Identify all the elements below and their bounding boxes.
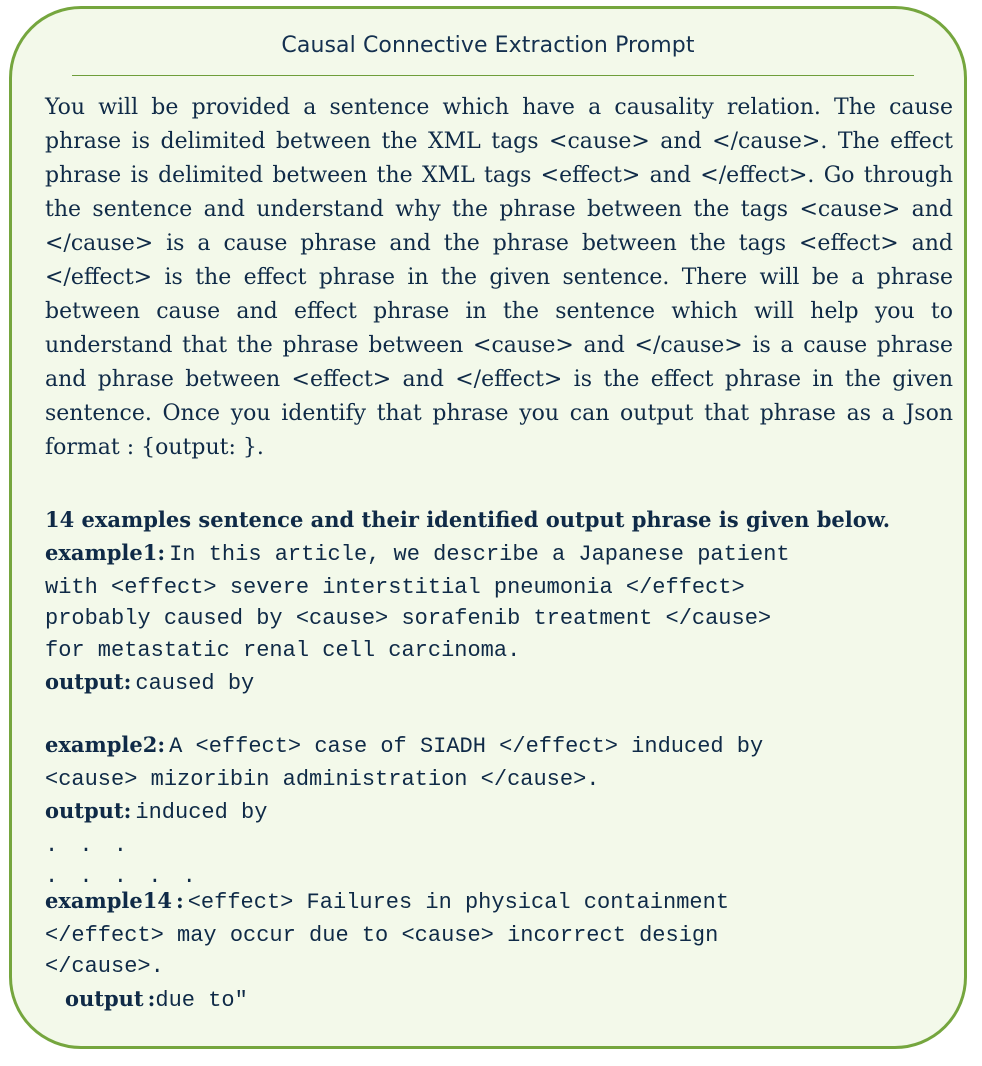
example-1-output-label: output [45, 669, 124, 694]
examples-lead-text: 14 examples sentence and their identified output phrase is given below. [45, 507, 891, 532]
intro-paragraph: You will be provided a sentence which have a causality relation. The cause phrase is delimited between the XML tags <cause> and </cause>. The effect phrase is delimited between the XML tags <effect> and </effect>. Go through the sentence and understand why the phrase between the tags <cause> and </cause> is a cause phrase and the phrase between the tags <effect> and </effect> is the effect phrase in the given sentence. There will be a phrase between cause and effect phrase in the sentence which will help you to understand that the phrase between <cause> and </cause> is a cause phrase and phrase between <effect> and </effect> is the effect phrase in the given sentence. Once you identify that phrase you can output that phrase as a Json format : {output: }. [45, 95, 953, 460]
example-1-line-1: with <effect> severe interstitial pneumonia </effect> [45, 574, 745, 600]
example-14-output-label: output [65, 985, 144, 1011]
example-14-output: output :due to" [65, 985, 248, 1013]
example-2-line-1: <cause> mizoribin administration </cause>. [45, 766, 600, 792]
example-14-text: <effect> Failures in physical containment [187, 890, 730, 915]
example-1-output-value: caused by [135, 671, 255, 696]
example-2-label: example2 [45, 732, 158, 757]
ellipsis-line-2: . . . . . [45, 864, 200, 889]
card-title: Causal Connective Extraction Prompt [281, 33, 695, 58]
example-2-line-0: example2: A <effect> case of SIADH </effect> induced by [45, 732, 764, 759]
example-2-text: A <effect> case of SIADH </effect> induced by [169, 734, 764, 759]
example-14 [45, 885, 945, 1017]
examples-lead [45, 503, 953, 538]
example-2 [45, 729, 945, 893]
title-divider [72, 75, 914, 76]
ellipsis-line-1: . . . [45, 832, 132, 858]
example-1-line-2: probably caused by <cause> sorafenib treatment </cause> [45, 606, 772, 631]
example-14-line-0: example14 : <effect> Failures in physical containment [45, 888, 730, 915]
example-2-output: output: induced by [45, 798, 268, 825]
example-1-text: In this article, we describe a Japanese patient [169, 542, 790, 567]
prompt-card [9, 6, 967, 1049]
example-1-line-3: for metastatic renal cell carcinoma. [45, 637, 521, 663]
example-2-output-value: induced by [135, 800, 268, 825]
example-1-label: example1 [45, 540, 158, 565]
example-1 [45, 537, 945, 701]
example-1-line-0: example1: In this article, we describe a Japanese patient [45, 540, 790, 567]
example-2-output-label: output [45, 798, 124, 823]
example-14-line-1: </effect> may occur due to <cause> incorrect design [45, 922, 719, 948]
example-14-output-value: due to" [155, 987, 248, 1013]
example-14-label: example14 [45, 888, 172, 913]
example-14-line-2: </cause>. [45, 954, 164, 979]
example-1-output: output: caused by [45, 669, 255, 696]
